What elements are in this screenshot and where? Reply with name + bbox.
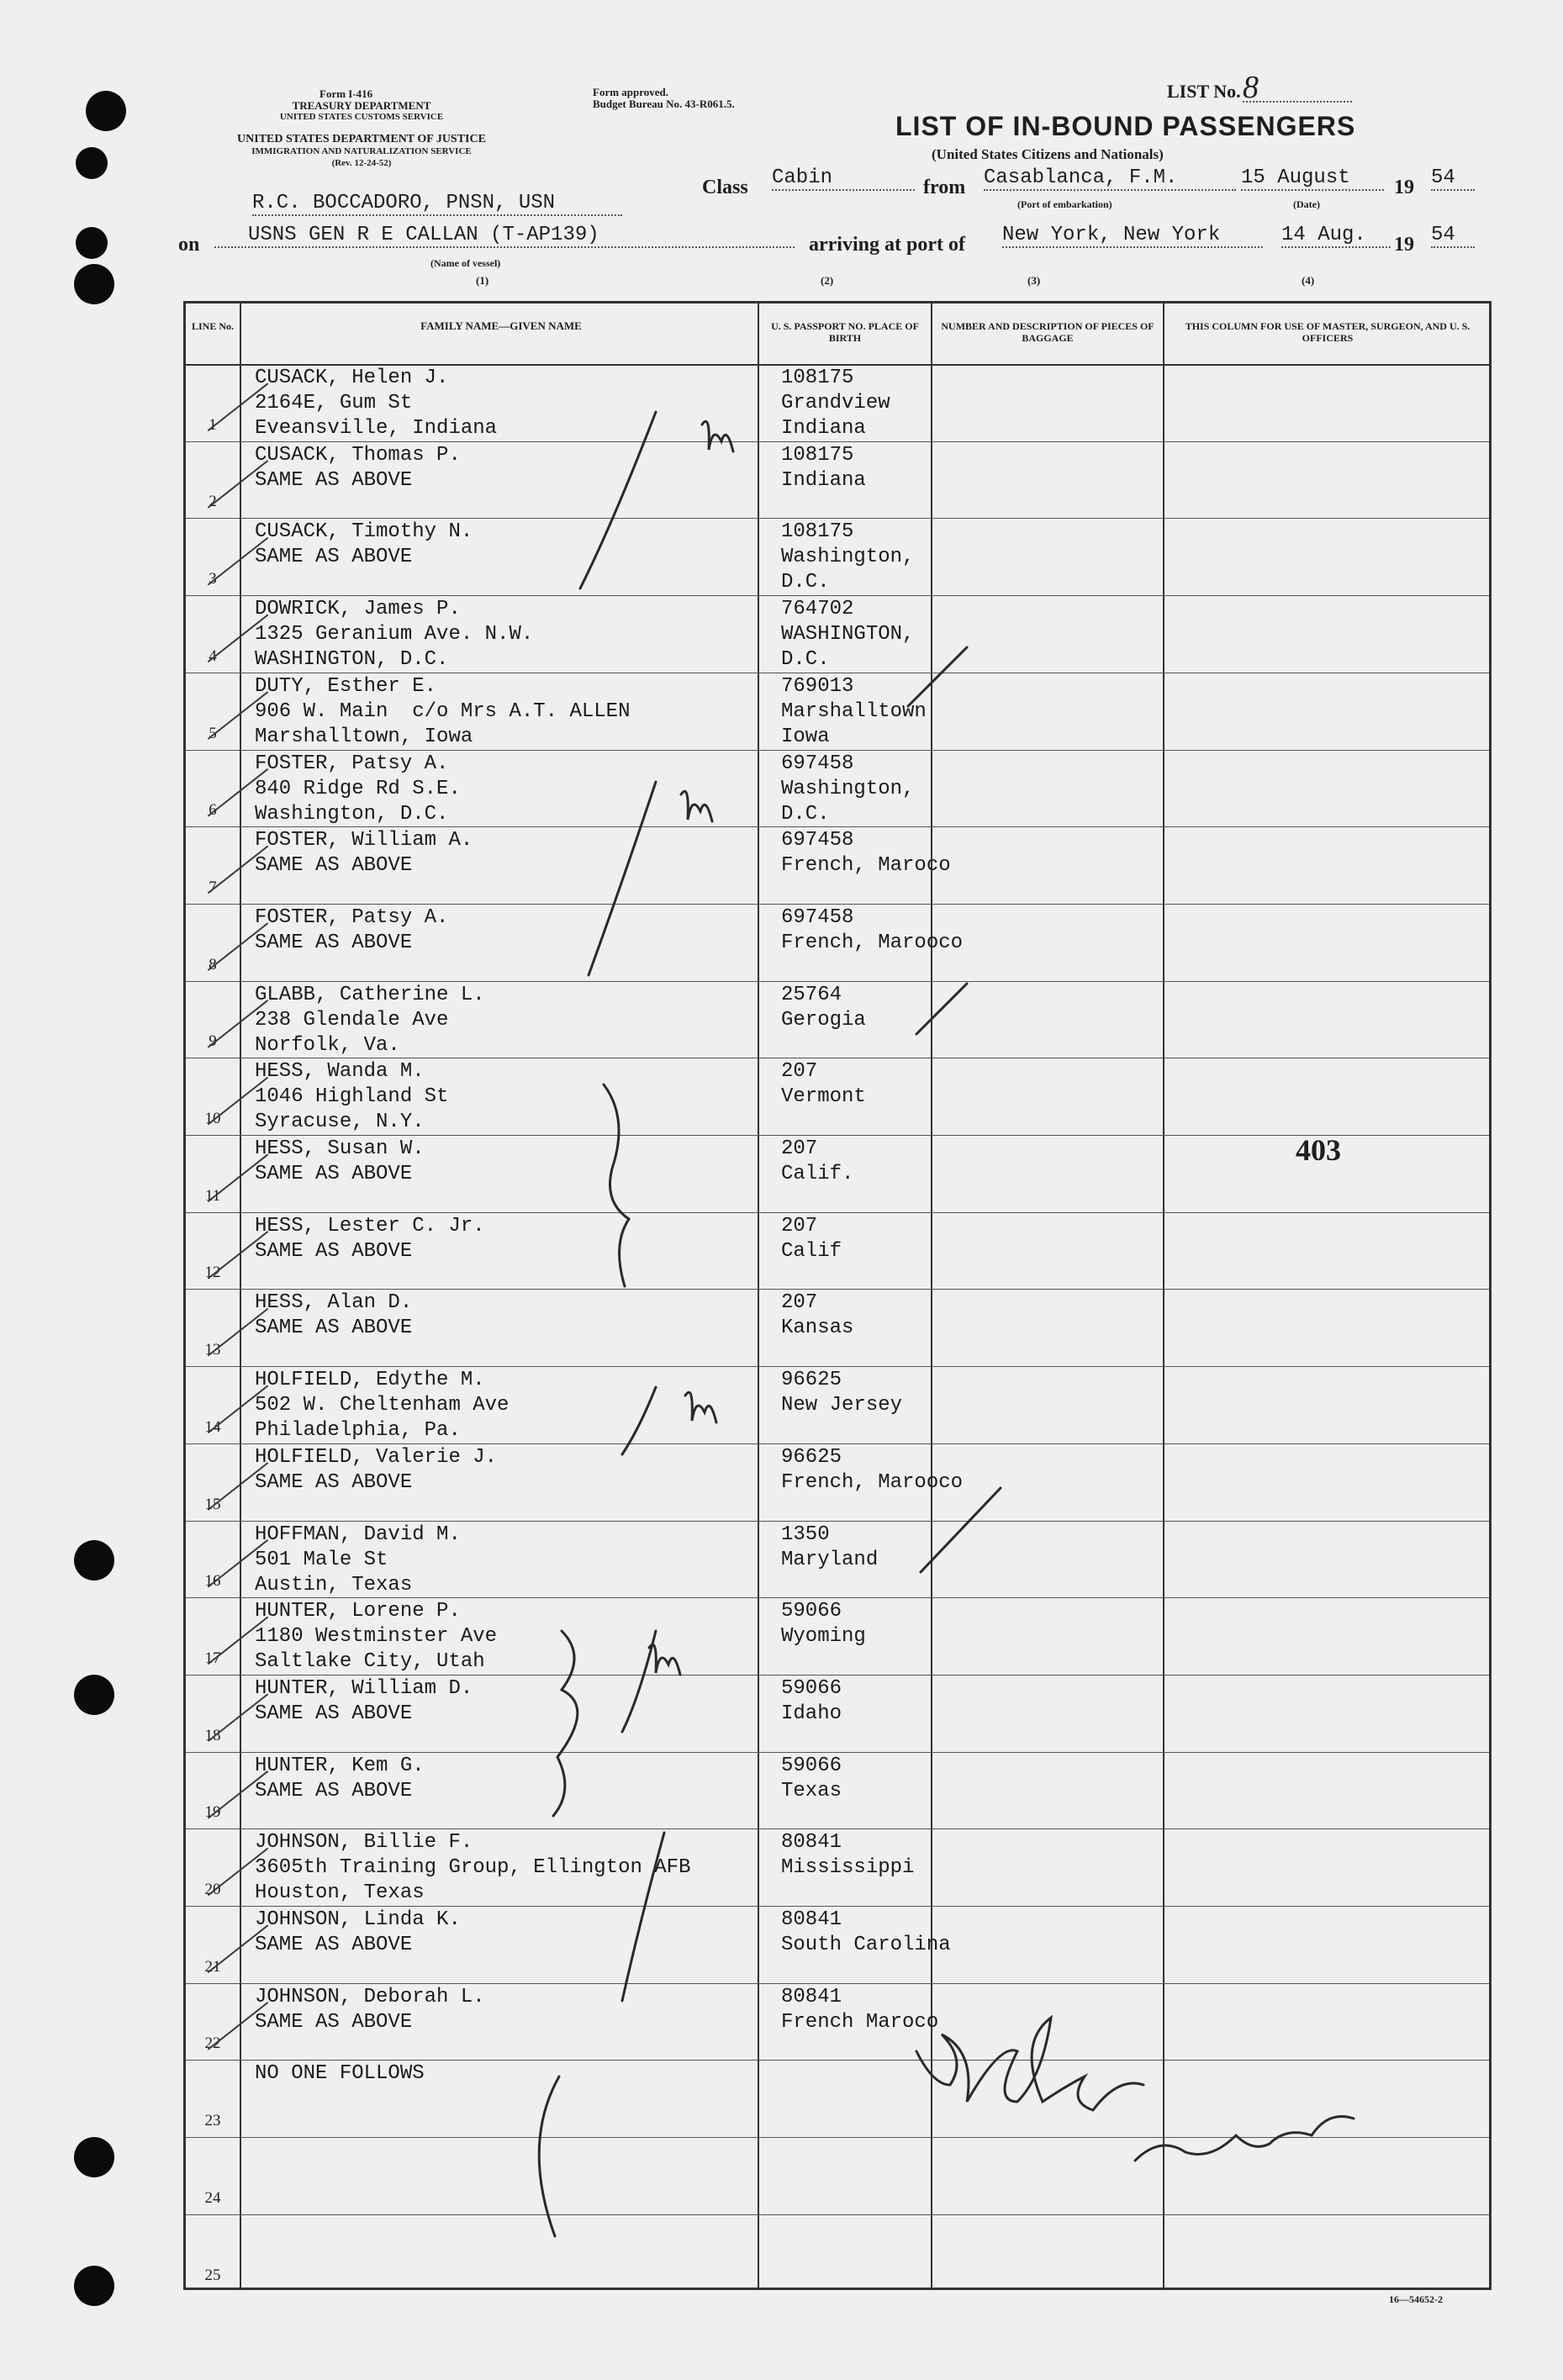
line-number: 7: [209, 878, 217, 896]
col-caption-1: (1): [476, 274, 489, 287]
line-number: 9: [209, 1032, 217, 1051]
line-number: 8: [209, 955, 217, 974]
passport-birthplace: 207 Calif.: [781, 1137, 854, 1185]
passenger-name-address: JOHNSON, Deborah L. SAME AS ABOVE: [255, 1985, 485, 2034]
line-number: 5: [209, 724, 217, 742]
date-caption: (Date): [1293, 198, 1320, 210]
header-officers: THIS COLUMN FOR USE OF MASTER, SURGEON, AND U. S. OFFICERS: [1185, 320, 1471, 344]
passport-birthplace: 697458 French, Marooco: [781, 905, 964, 954]
passport-birthplace: 59066 Idaho: [781, 1676, 842, 1725]
passport-birthplace: 59066 Texas: [781, 1754, 842, 1802]
form-number: Form I-416: [319, 87, 373, 100]
immigration-service: IMMIGRATION AND NATURALIZATION SERVICE: [251, 146, 472, 156]
departure-date: 15 August: [1241, 166, 1384, 191]
passenger-name-address: DOWRICK, James P. 1325 Geranium Ave. N.W. WASHINGTON, D.C.: [255, 598, 534, 672]
vessel-caption: (Name of vessel): [430, 257, 501, 269]
passport-birthplace: 80841 French Maroco: [781, 1985, 939, 2034]
class-value: Cabin: [772, 166, 915, 191]
passport-birthplace: 108175 Washington, D.C.: [781, 520, 915, 594]
form-approved: Form approved.: [593, 86, 669, 98]
passport-birthplace: 207 Vermont: [781, 1060, 866, 1109]
arrival-date: 14 Aug.: [1281, 224, 1391, 248]
col-caption-3: (3): [1027, 274, 1041, 287]
header-line-no: LINE No.: [191, 320, 234, 332]
passenger-name-address: HOFFMAN, David M. 501 Male St Austin, Texas: [255, 1522, 461, 1596]
line-number: 15: [204, 1495, 221, 1513]
passenger-name-address: GLABB, Catherine L. 238 Glendale Ave Norfolk, Va.: [255, 983, 485, 1057]
arriving-label: arriving at port of: [809, 234, 965, 256]
line-number: 23: [204, 2112, 221, 2130]
passport-birthplace: 697458 Washington, D.C.: [781, 752, 915, 826]
line-number: 14: [204, 1417, 221, 1436]
on-label: on: [178, 234, 200, 256]
customs-service: UNITED STATES CUSTOMS SERVICE: [279, 112, 444, 122]
passport-birthplace: 764702 WASHINGTON, D.C.: [781, 598, 915, 672]
arrival-year: 54: [1431, 224, 1475, 248]
budget-bureau: Budget Bureau No. 43-R061.5.: [593, 98, 735, 110]
revision: (Rev. 12-24-52): [331, 158, 392, 168]
passenger-name-address: FOSTER, Patsy A. 840 Ridge Rd S.E. Washington, D.C.: [255, 752, 461, 826]
line-number: 22: [204, 2034, 221, 2053]
passport-birthplace: 108175 Grandview Indiana: [781, 367, 890, 440]
year-prefix-2: 19: [1394, 234, 1414, 256]
line-number: 24: [204, 2188, 221, 2207]
port-embark-caption: (Port of embarkation): [1017, 198, 1112, 210]
line-number: 4: [209, 646, 217, 665]
page-title: LIST OF IN-BOUND PASSENGERS: [895, 111, 1356, 141]
header-baggage: NUMBER AND DESCRIPTION OF PIECES OF BAGGAGE: [941, 320, 1154, 344]
passenger-name-address: HESS, Wanda M. 1046 Highland St Syracuse, N.Y.: [255, 1060, 449, 1134]
line-number: 1: [209, 415, 217, 434]
passport-birthplace: 80841 Mississippi: [781, 1831, 915, 1880]
passenger-name-address: HUNTER, Kem G. SAME AS ABOVE: [255, 1754, 425, 1802]
master-name: R.C. BOCCADORO, PNSN, USN: [252, 192, 622, 216]
arrival-port: New York, New York: [1002, 224, 1263, 248]
col-caption-4: (4): [1302, 274, 1315, 287]
port-of-embarkation: Casablanca, F.M.: [984, 166, 1236, 191]
year-prefix: 19: [1394, 177, 1414, 198]
passenger-name-address: HESS, Alan D. SAME AS ABOVE: [255, 1291, 413, 1340]
line-number: 25: [204, 2266, 221, 2284]
passport-birthplace: 207 Kansas: [781, 1291, 854, 1340]
line-number: 11: [204, 1186, 221, 1205]
passenger-name-address: HOLFIELD, Edythe M. 502 W. Cheltenham Ave Philadelphia, Pa.: [255, 1369, 510, 1443]
passenger-name-address: HESS, Susan W. SAME AS ABOVE: [255, 1137, 425, 1185]
passenger-name-address: HOLFIELD, Valerie J. SAME AS ABOVE: [255, 1445, 498, 1494]
dept-of-justice: UNITED STATES DEPARTMENT OF JUSTICE: [237, 133, 486, 145]
passenger-name-address: NO ONE FOLLOWS: [255, 2062, 425, 2086]
passport-birthplace: 80841 South Carolina: [781, 1908, 951, 1956]
line-number: 2: [209, 493, 217, 511]
line-number: 16: [204, 1572, 221, 1591]
list-no-label: LIST No.: [1167, 81, 1241, 102]
passenger-name-address: HUNTER, Lorene P. 1180 Westminster Ave Saltlake City, Utah: [255, 1600, 498, 1674]
vessel-name: USNS GEN R E CALLAN (T-AP139): [214, 224, 795, 248]
class-label: Class: [702, 177, 748, 198]
treasury-department: TREASURY DEPARTMENT: [292, 99, 431, 112]
line-number: 3: [209, 570, 217, 588]
passenger-name-address: DUTY, Esther E. 906 W. Main c/o Mrs A.T. ALLEN Marshalltown, Iowa: [255, 674, 631, 748]
passport-birthplace: 697458 French, Maroco: [781, 829, 951, 878]
footer-code: 16—54652-2: [1389, 2293, 1443, 2305]
passenger-name-address: FOSTER, Patsy A. SAME AS ABOVE: [255, 905, 449, 954]
col-caption-2: (2): [821, 274, 834, 287]
line-number: 17: [204, 1649, 221, 1667]
line-number: 21: [204, 1957, 221, 1976]
page-subtitle: (United States Citizens and Nationals): [932, 146, 1164, 162]
from-label: from: [923, 177, 966, 198]
passenger-name-address: JOHNSON, Linda K. SAME AS ABOVE: [255, 1908, 461, 1956]
passenger-name-address: HESS, Lester C. Jr. SAME AS ABOVE: [255, 1214, 485, 1263]
line-number: 10: [204, 1110, 221, 1127]
list-no-value: 8: [1243, 69, 1352, 103]
passenger-name-address: CUSACK, Timothy N. SAME AS ABOVE: [255, 520, 473, 569]
officer-note: 403: [1296, 1133, 1341, 1167]
passport-birthplace: 25764 Gerogia: [781, 983, 866, 1032]
passport-birthplace: 96625 New Jersey: [781, 1369, 903, 1417]
passport-birthplace: 769013 Marshalltown Iowa: [781, 674, 927, 748]
line-number: 13: [204, 1341, 221, 1359]
line-number: 20: [204, 1881, 221, 1898]
passport-birthplace: 59066 Wyoming: [781, 1600, 866, 1649]
header-passport: U. S. PASSPORT NO. PLACE OF BIRTH: [771, 320, 919, 344]
line-number: 19: [204, 1803, 221, 1822]
passport-birthplace: 1350 Maryland: [781, 1522, 879, 1571]
passport-birthplace: 96625 French, Marooco: [781, 1445, 964, 1494]
passenger-name-address: CUSACK, Thomas P. SAME AS ABOVE: [255, 443, 461, 492]
departure-year: 54: [1431, 166, 1475, 191]
line-number: 6: [209, 801, 217, 820]
passenger-name-address: CUSACK, Helen J. 2164E, Gum St Eveansville, Indiana: [255, 367, 498, 440]
header-name: FAMILY NAME—GIVEN NAME: [420, 319, 582, 332]
passport-birthplace: 108175 Indiana: [781, 443, 866, 492]
passenger-name-address: HUNTER, William D. SAME AS ABOVE: [255, 1676, 473, 1725]
line-number: 12: [204, 1264, 221, 1282]
passenger-name-address: JOHNSON, Billie F. 3605th Training Group, Ellington AFB Houston, Texas: [255, 1831, 691, 1905]
line-number: 18: [204, 1726, 221, 1744]
passport-birthplace: 207 Calif: [781, 1214, 842, 1263]
passenger-name-address: FOSTER, William A. SAME AS ABOVE: [255, 829, 473, 878]
